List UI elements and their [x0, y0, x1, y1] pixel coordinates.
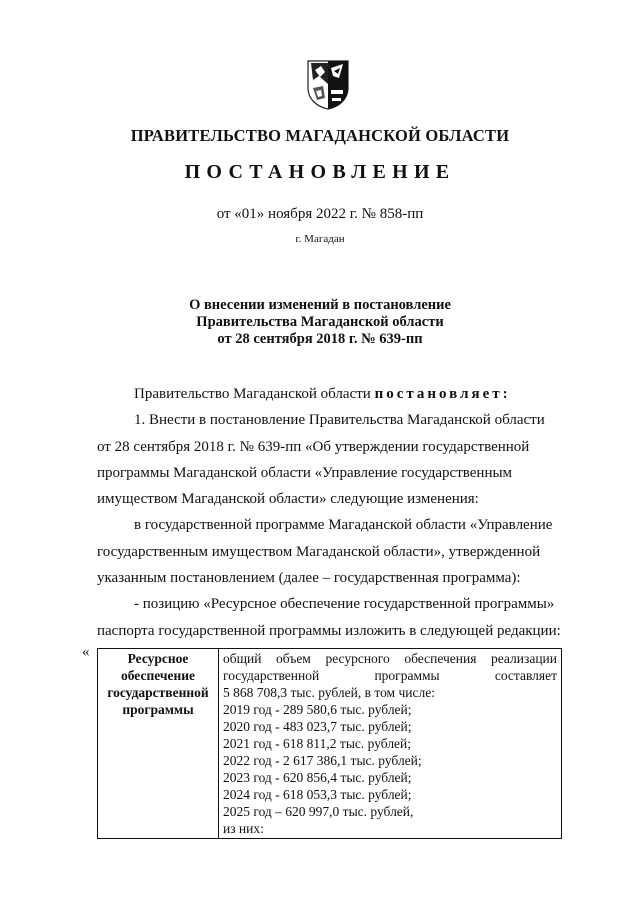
paragraph-line: 1. Внести в постановление Правительства Магаданской области	[134, 412, 545, 429]
document-date-number: от «01» ноября 2022 г. № 858-пп	[216, 206, 424, 222]
paragraph-line: в государственной программе Магаданской области «Управление	[134, 517, 553, 534]
table-line: 2023 год - 620 856,4 тыс. рублей;	[223, 770, 412, 785]
opening-quote: «	[82, 644, 90, 660]
subject-line: О внесении изменений в постановление	[189, 297, 451, 313]
paragraph-line: указанным постановлением (далее – государственная программа):	[97, 570, 521, 587]
paragraph-line: паспорта государственной программы изложить в следующей редакции:	[97, 622, 561, 639]
paragraph-line: - позицию «Ресурсное обеспечение государственной программы»	[134, 596, 555, 613]
subject-line: от 28 сентября 2018 г. № 639-пп	[217, 331, 423, 347]
table-line: 2020 год - 483 023,7 тыс. рублей;	[223, 719, 412, 734]
table-line: 2019 год - 289 580,6 тыс. рублей;	[223, 702, 412, 717]
table-line: 2025 год – 620 997,0 тыс. рублей,	[223, 804, 414, 819]
intro-prefix: Правительство Магаданской области	[134, 386, 371, 402]
paragraph-line: программы Магаданской области «Управление государственным	[97, 464, 513, 481]
paragraph-line: имуществом Магаданской области» следующие изменения:	[97, 491, 479, 508]
coat-of-arms-icon	[303, 58, 353, 110]
table-line: из них:	[223, 821, 264, 836]
table-label-cell: Ресурсное обеспечение государственной программы	[98, 649, 219, 839]
table-line: государственной программы составляет	[223, 668, 557, 683]
table-line: 5 868 708,3 тыс. рублей, в том числе:	[223, 685, 435, 700]
document-body	[97, 381, 564, 644]
intro-verb: постановляет:	[374, 386, 511, 402]
subject-line: Правительства Магаданской области	[196, 314, 444, 330]
table-row	[98, 649, 562, 839]
paragraph-line: от 28 сентября 2018 г. № 639-пп «Об утверждении государственной	[97, 438, 530, 455]
table-line: общий объем ресурсного обеспечения реализации	[223, 651, 557, 666]
intro-paragraph	[97, 381, 564, 407]
table-line: 2022 год - 2 617 386,1 тыс. рублей;	[223, 753, 422, 768]
paragraph-line: государственным имуществом Магаданской области», утвержденной	[97, 543, 541, 560]
organization-title: ПРАВИТЕЛЬСТВО МАГАДАНСКОЙ ОБЛАСТИ	[130, 126, 510, 145]
document-subject	[0, 297, 640, 348]
document-city: г. Магадан	[295, 233, 345, 245]
table-line: 2021 год - 618 811,2 тыс. рублей;	[223, 736, 412, 751]
document-type: ПОСТАНОВЛЕНИЕ	[184, 161, 456, 183]
table-line: 2024 год - 618 053,3 тыс. рублей;	[223, 787, 412, 802]
table-content-cell	[219, 649, 562, 839]
resource-table	[97, 648, 562, 839]
